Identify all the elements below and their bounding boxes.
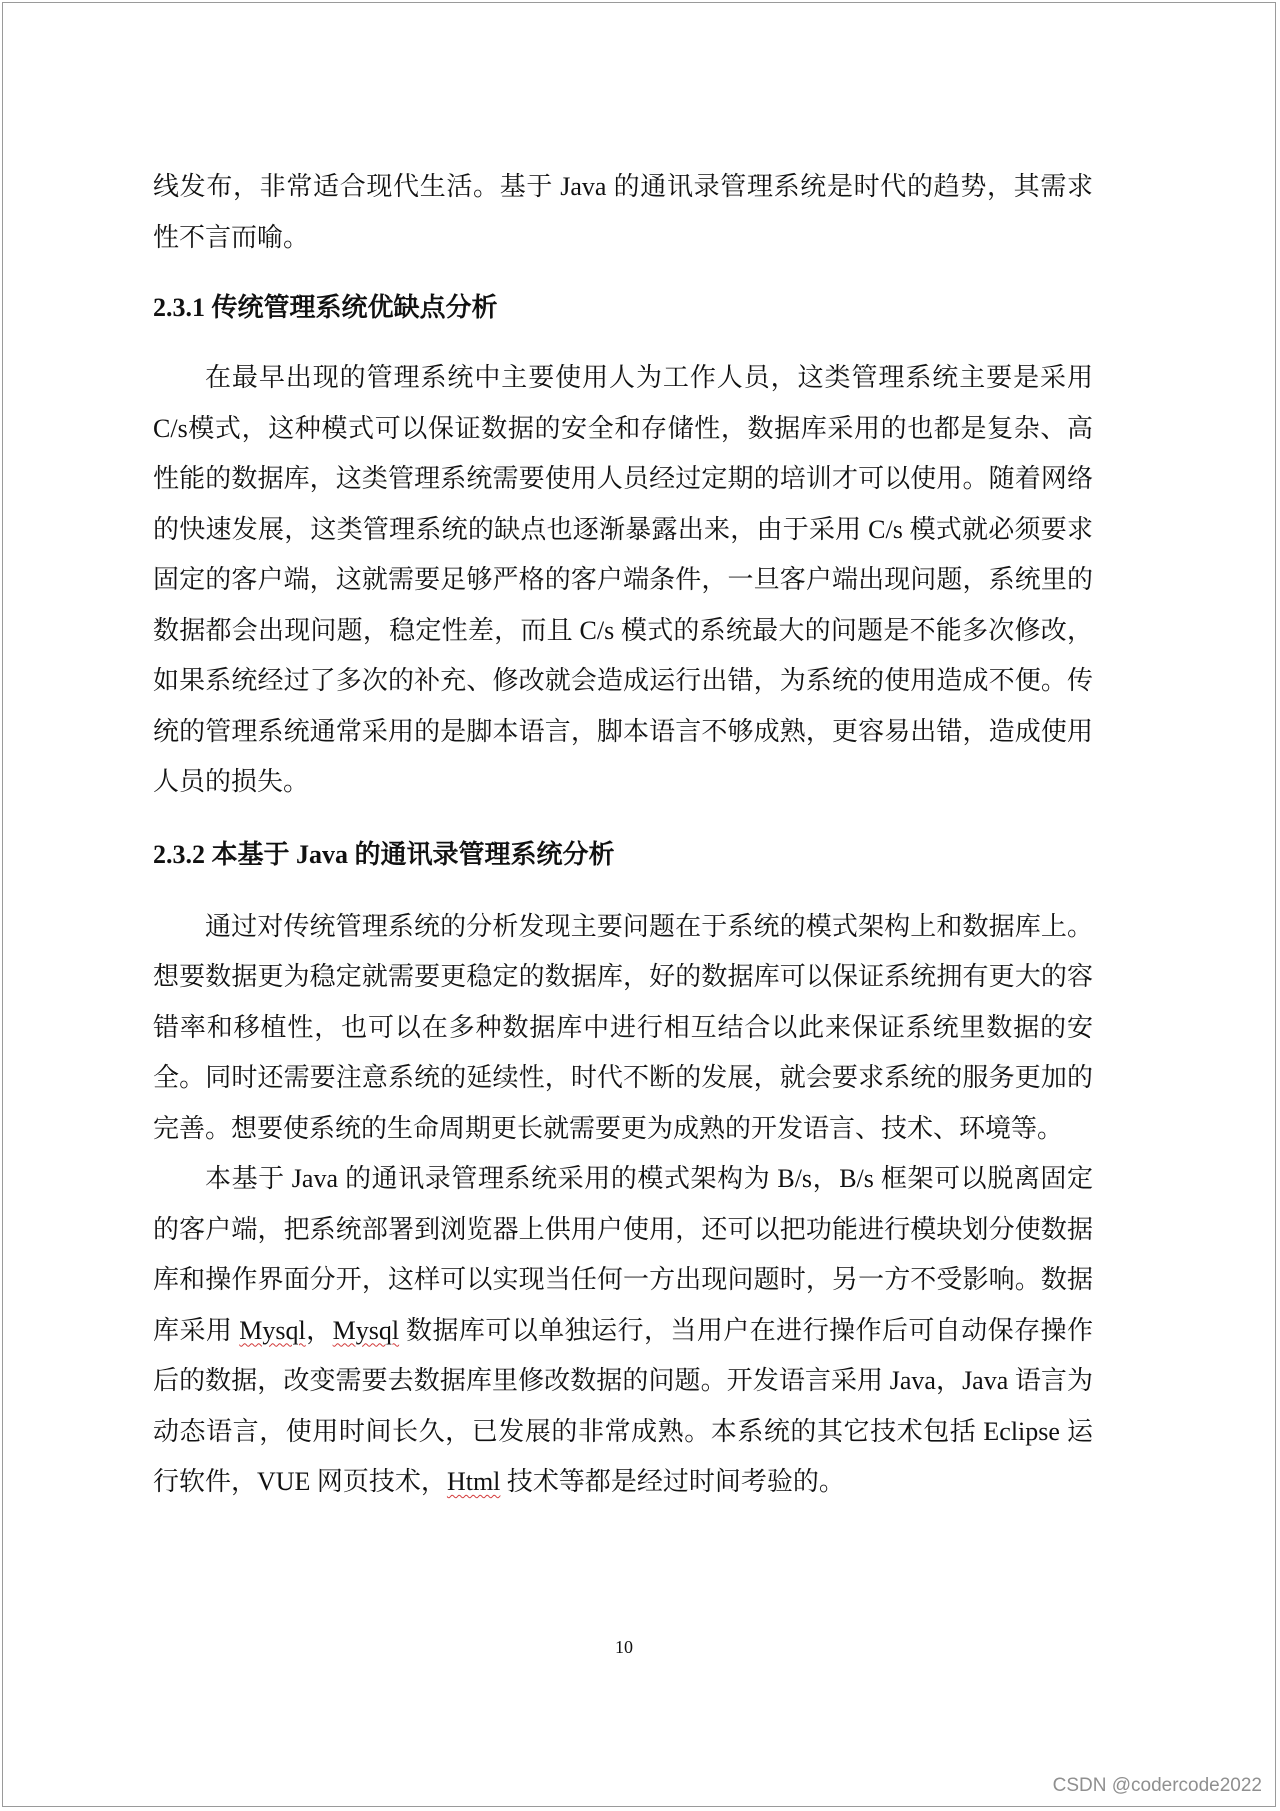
- paragraph-text-segment: 数据库可以单独运行，当用户在进行操作后可自动保存操作后的数据，改变需要去数据库里修改数据的问题。开发语言采用 Java，Java 语言为动态语言，使用时间长久，已发展的非常成熟。本系统的其它技术包括 Eclipse 运行软件，VUE 网页技术，: [153, 1315, 1093, 1496]
- paragraph-text-segment: ，: [305, 1315, 333, 1345]
- paragraph-text-segment: 技术等都是经过时间考验的。: [500, 1467, 845, 1496]
- section-2-3-2-paragraph-2: [153, 1154, 1093, 1508]
- spellcheck-mysql: Mysql: [239, 1315, 306, 1345]
- intro-paragraph: 线发布，非常适合现代生活。基于 Java 的通讯录管理系统是时代的趋势，其需求性不言而喻。: [153, 172, 1093, 252]
- section-2-3-1-paragraph: 在最早出现的管理系统中主要使用人为工作人员，这类管理系统主要是采用C/s模式，这种模式可以保证数据的安全和存储性，数据库采用的也都是复杂、高性能的数据库，这类管理系统需要使用人员经过定期的培训才可以使用。随着网络的快速发展，这类管理系统的缺点也逐渐暴露出来，由于采用 C/s 模式就必须要求固定的客户端，这就需要足够严格的客户端条件，一旦客户端出现问题，系统里的数据都会出现问题，稳定性差，而且 C/s 模式的系统最大的问题是不能多次修改，如果系统经过了多次的补充、修改就会造成运行出错，为系统的使用造成不便。传统的管理系统通常采用的是脚本语言，脚本语言不够成熟，更容易出错，造成使用人员的损失。: [153, 363, 1093, 796]
- paragraph-text-segment: 本基于 Java 的通讯录管理系统采用的模式架构为 B/s，B/s 框架可以脱离固定的客户端，把系统部署到浏览器上供用户使用，还可以把功能进行模块划分使数据库和操作界面分开，这样可以实现当任何一方出现问题时，另一方不受影响。数据库采用: [153, 1164, 1093, 1345]
- section-heading-2-3-2: 2.3.2 本基于 Java 的通讯录管理系统分析: [153, 839, 615, 869]
- section-2-3-2-paragraph-1: 通过对传统管理系统的分析发现主要问题在于系统的模式架构上和数据库上。想要数据更为稳定就需要更稳定的数据库，好的数据库可以保证系统拥有更大的容错率和移植性，也可以在多种数据库中进行相互结合以此来保证系统里数据的安全。同时还需要注意系统的延续性，时代不断的发展，就会要求系统的服务更加的完善。想要使系统的生命周期更长就需要更为成熟的开发语言、技术、环境等。: [153, 911, 1093, 1143]
- spellcheck-mysql: Mysql: [332, 1315, 400, 1345]
- document-body: [153, 162, 1093, 1508]
- section-heading-2-3-1: 2.3.1 传统管理系统优缺点分析: [153, 293, 498, 322]
- page-number: 10: [615, 1637, 633, 1657]
- csdn-watermark: CSDN @codercode2022: [1052, 1775, 1262, 1796]
- spellcheck-html: Html: [446, 1467, 501, 1496]
